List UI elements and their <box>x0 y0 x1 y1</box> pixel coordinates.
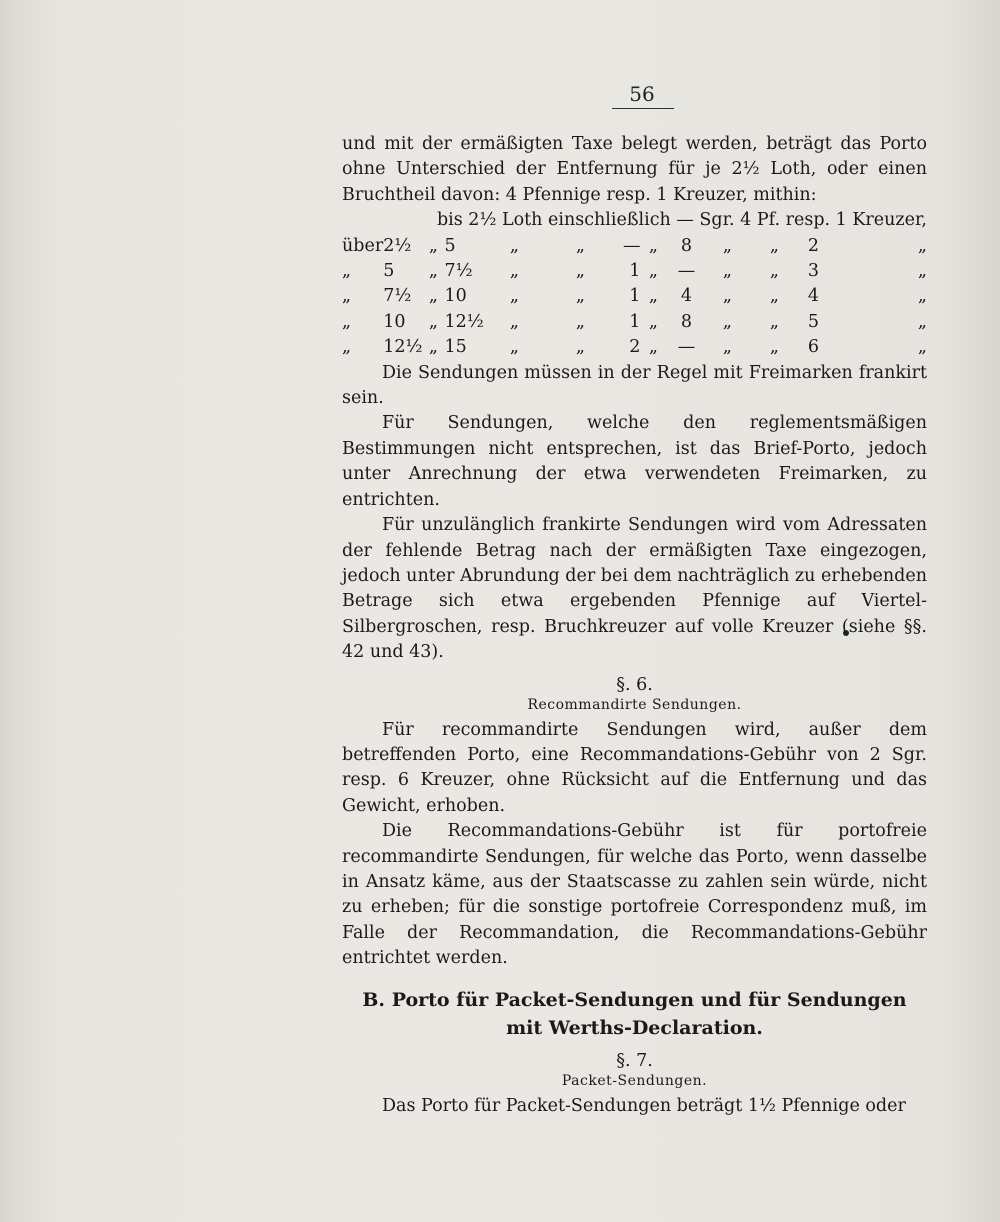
rate-prefix: „ <box>342 286 352 307</box>
ditto-mark: „ <box>769 286 779 307</box>
rate-first-row: bis 2½ Loth einschließlich — Sgr. 4 Pf. resp. 1 Kreuzer, <box>436 210 927 231</box>
ditto-mark: „ <box>648 311 658 332</box>
ditto-mark: „ <box>509 337 519 358</box>
rate-to-weight: 10 <box>444 286 467 307</box>
rate-kreuzer: 5 <box>807 311 819 332</box>
ditto-mark: „ <box>428 311 438 332</box>
rate-prefix: „ <box>342 261 352 282</box>
rate-row <box>342 259 927 284</box>
rate-sgr: 1 <box>629 261 641 282</box>
rate-sgr: 2 <box>629 337 641 358</box>
ditto-mark: „ <box>509 261 519 282</box>
section-6-number: §. 6. <box>616 674 653 695</box>
ditto-mark: „ <box>917 261 927 282</box>
rate-kreuzer: 4 <box>807 286 819 307</box>
rate-sgr: 1 <box>629 311 641 332</box>
ditto-mark: „ <box>509 235 519 256</box>
ditto-mark: „ <box>722 311 732 332</box>
ditto-mark: „ <box>722 261 732 282</box>
paragraph-recommandation-exemption: Die Recommandations-Gebühr ist für portofreie recommandirte Sendungen, für welche das Porto, wenn dasselbe in Ansatz käme, aus der Staatscasse zu zahlen sein würde, nicht zu erheben; für die sonstige portofreie Correspondenz muß, im Falle der Recommandation, die Recommandations-Gebühr entrichtet werden. <box>342 821 927 969</box>
rate-from-weight: 12½ <box>383 337 423 358</box>
heading-b-line1: Porto für Packet-Sendungen und für Sendungen <box>391 988 907 1011</box>
rate-row <box>342 234 927 259</box>
ditto-mark: „ <box>648 261 658 282</box>
ditto-mark: „ <box>428 261 438 282</box>
rate-prefix: „ <box>342 337 352 358</box>
rate-prefix: „ <box>342 311 352 332</box>
rate-pf: 8 <box>680 311 692 332</box>
ditto-mark: „ <box>575 311 585 332</box>
rate-pf: — <box>677 261 696 282</box>
paragraph-franking: Die Sendungen müssen in der Regel mit Freimarken frankirt sein. <box>342 362 927 409</box>
page-number: 56 <box>629 82 655 106</box>
ditto-mark: „ <box>917 311 927 332</box>
rate-pf: 4 <box>680 286 692 307</box>
heading-b-letter: B. <box>362 988 386 1011</box>
rate-from-weight: 7½ <box>383 286 412 307</box>
rate-to-weight: 12½ <box>444 311 484 332</box>
rate-from-weight: 10 <box>383 311 406 332</box>
rate-row <box>342 284 927 309</box>
ditto-mark: „ <box>509 286 519 307</box>
heading-b <box>342 986 927 1042</box>
rate-from-weight: 2½ <box>383 235 412 256</box>
rate-to-weight: 7½ <box>444 261 473 282</box>
paragraph-letter-porto: Für Sendungen, welche den reglementsmäßigen Bestimmungen nicht entsprechen, ist das Brief-Porto, jedoch unter Anrechnung der etwa verwendeten Freimarken, zu entrichten. <box>342 413 927 510</box>
ditto-mark: „ <box>575 286 585 307</box>
ditto-mark: „ <box>722 235 732 256</box>
paragraph-insufficient-franking: Für unzulänglich frankirte Sendungen wird vom Adressaten der fehlende Betrag nach der ermäßigten Taxe eingezogen, jedoch unter Abrundung der bei dem nachträglich zu erhebenden Betrage sich etwa ergebenden Pfennige auf Viertel-Silbergroschen, resp. Bruchkreuzer auf volle Kreuzer (siehe §§. 42 und 43). <box>342 515 927 663</box>
intro-paragraph: und mit der ermäßigten Taxe belegt werden, beträgt das Porto ohne Unterschied der Entfernung für je 2½ Loth, oder einen Bruchtheil davon: 4 Pfennige resp. 1 Kreuzer, mithin: <box>342 134 927 205</box>
ditto-mark: „ <box>917 337 927 358</box>
ditto-mark: „ <box>648 286 658 307</box>
rate-kreuzer: 3 <box>807 261 819 282</box>
rate-row <box>342 310 927 335</box>
ditto-mark: „ <box>917 286 927 307</box>
ditto-mark: „ <box>917 235 927 256</box>
rate-kreuzer: 2 <box>807 235 819 256</box>
ditto-mark: „ <box>509 311 519 332</box>
rate-to-weight: 15 <box>444 337 467 358</box>
ditto-mark: „ <box>428 235 438 256</box>
ditto-mark: „ <box>575 337 585 358</box>
rate-table <box>342 234 927 361</box>
rate-to-weight: 5 <box>444 235 456 256</box>
rate-sgr: 1 <box>629 286 641 307</box>
rate-from-weight: 5 <box>383 261 395 282</box>
ditto-mark: „ <box>648 235 658 256</box>
ditto-mark: „ <box>722 337 732 358</box>
ditto-mark: „ <box>769 311 779 332</box>
rate-row <box>342 335 927 360</box>
ditto-mark: „ <box>769 337 779 358</box>
ditto-mark: „ <box>575 235 585 256</box>
page-number-rule <box>612 108 674 109</box>
ditto-mark: „ <box>722 286 732 307</box>
rate-pf: 8 <box>680 235 692 256</box>
section-6-title: Recommandirte Sendungen. <box>527 696 742 713</box>
section-7-number: §. 7. <box>616 1050 653 1071</box>
ditto-mark: „ <box>575 261 585 282</box>
ditto-mark: „ <box>428 286 438 307</box>
rate-sgr: — <box>622 235 641 256</box>
heading-b-line2: mit Werths-Declaration. <box>506 1016 763 1039</box>
ditto-mark: „ <box>769 261 779 282</box>
rate-pf: — <box>677 337 696 358</box>
section-7-title: Packet-Sendungen. <box>561 1072 708 1089</box>
ditto-mark: „ <box>648 337 658 358</box>
ditto-mark: „ <box>769 235 779 256</box>
rate-kreuzer: 6 <box>807 337 819 358</box>
rate-prefix: über <box>342 235 384 256</box>
body-text <box>342 132 927 1119</box>
paragraph-recommandation-fee: Für recommandirte Sendungen wird, außer dem betreffenden Porto, eine Recommandations-Gebühr von 2 Sgr. resp. 6 Kreuzer, ohne Rücksicht auf die Entfernung und das Gewicht, erhoben. <box>342 719 927 816</box>
ditto-mark: „ <box>428 337 438 358</box>
paragraph-packet-porto: Das Porto für Packet-Sendungen beträgt 1½ Pfennige oder <box>382 1095 906 1116</box>
